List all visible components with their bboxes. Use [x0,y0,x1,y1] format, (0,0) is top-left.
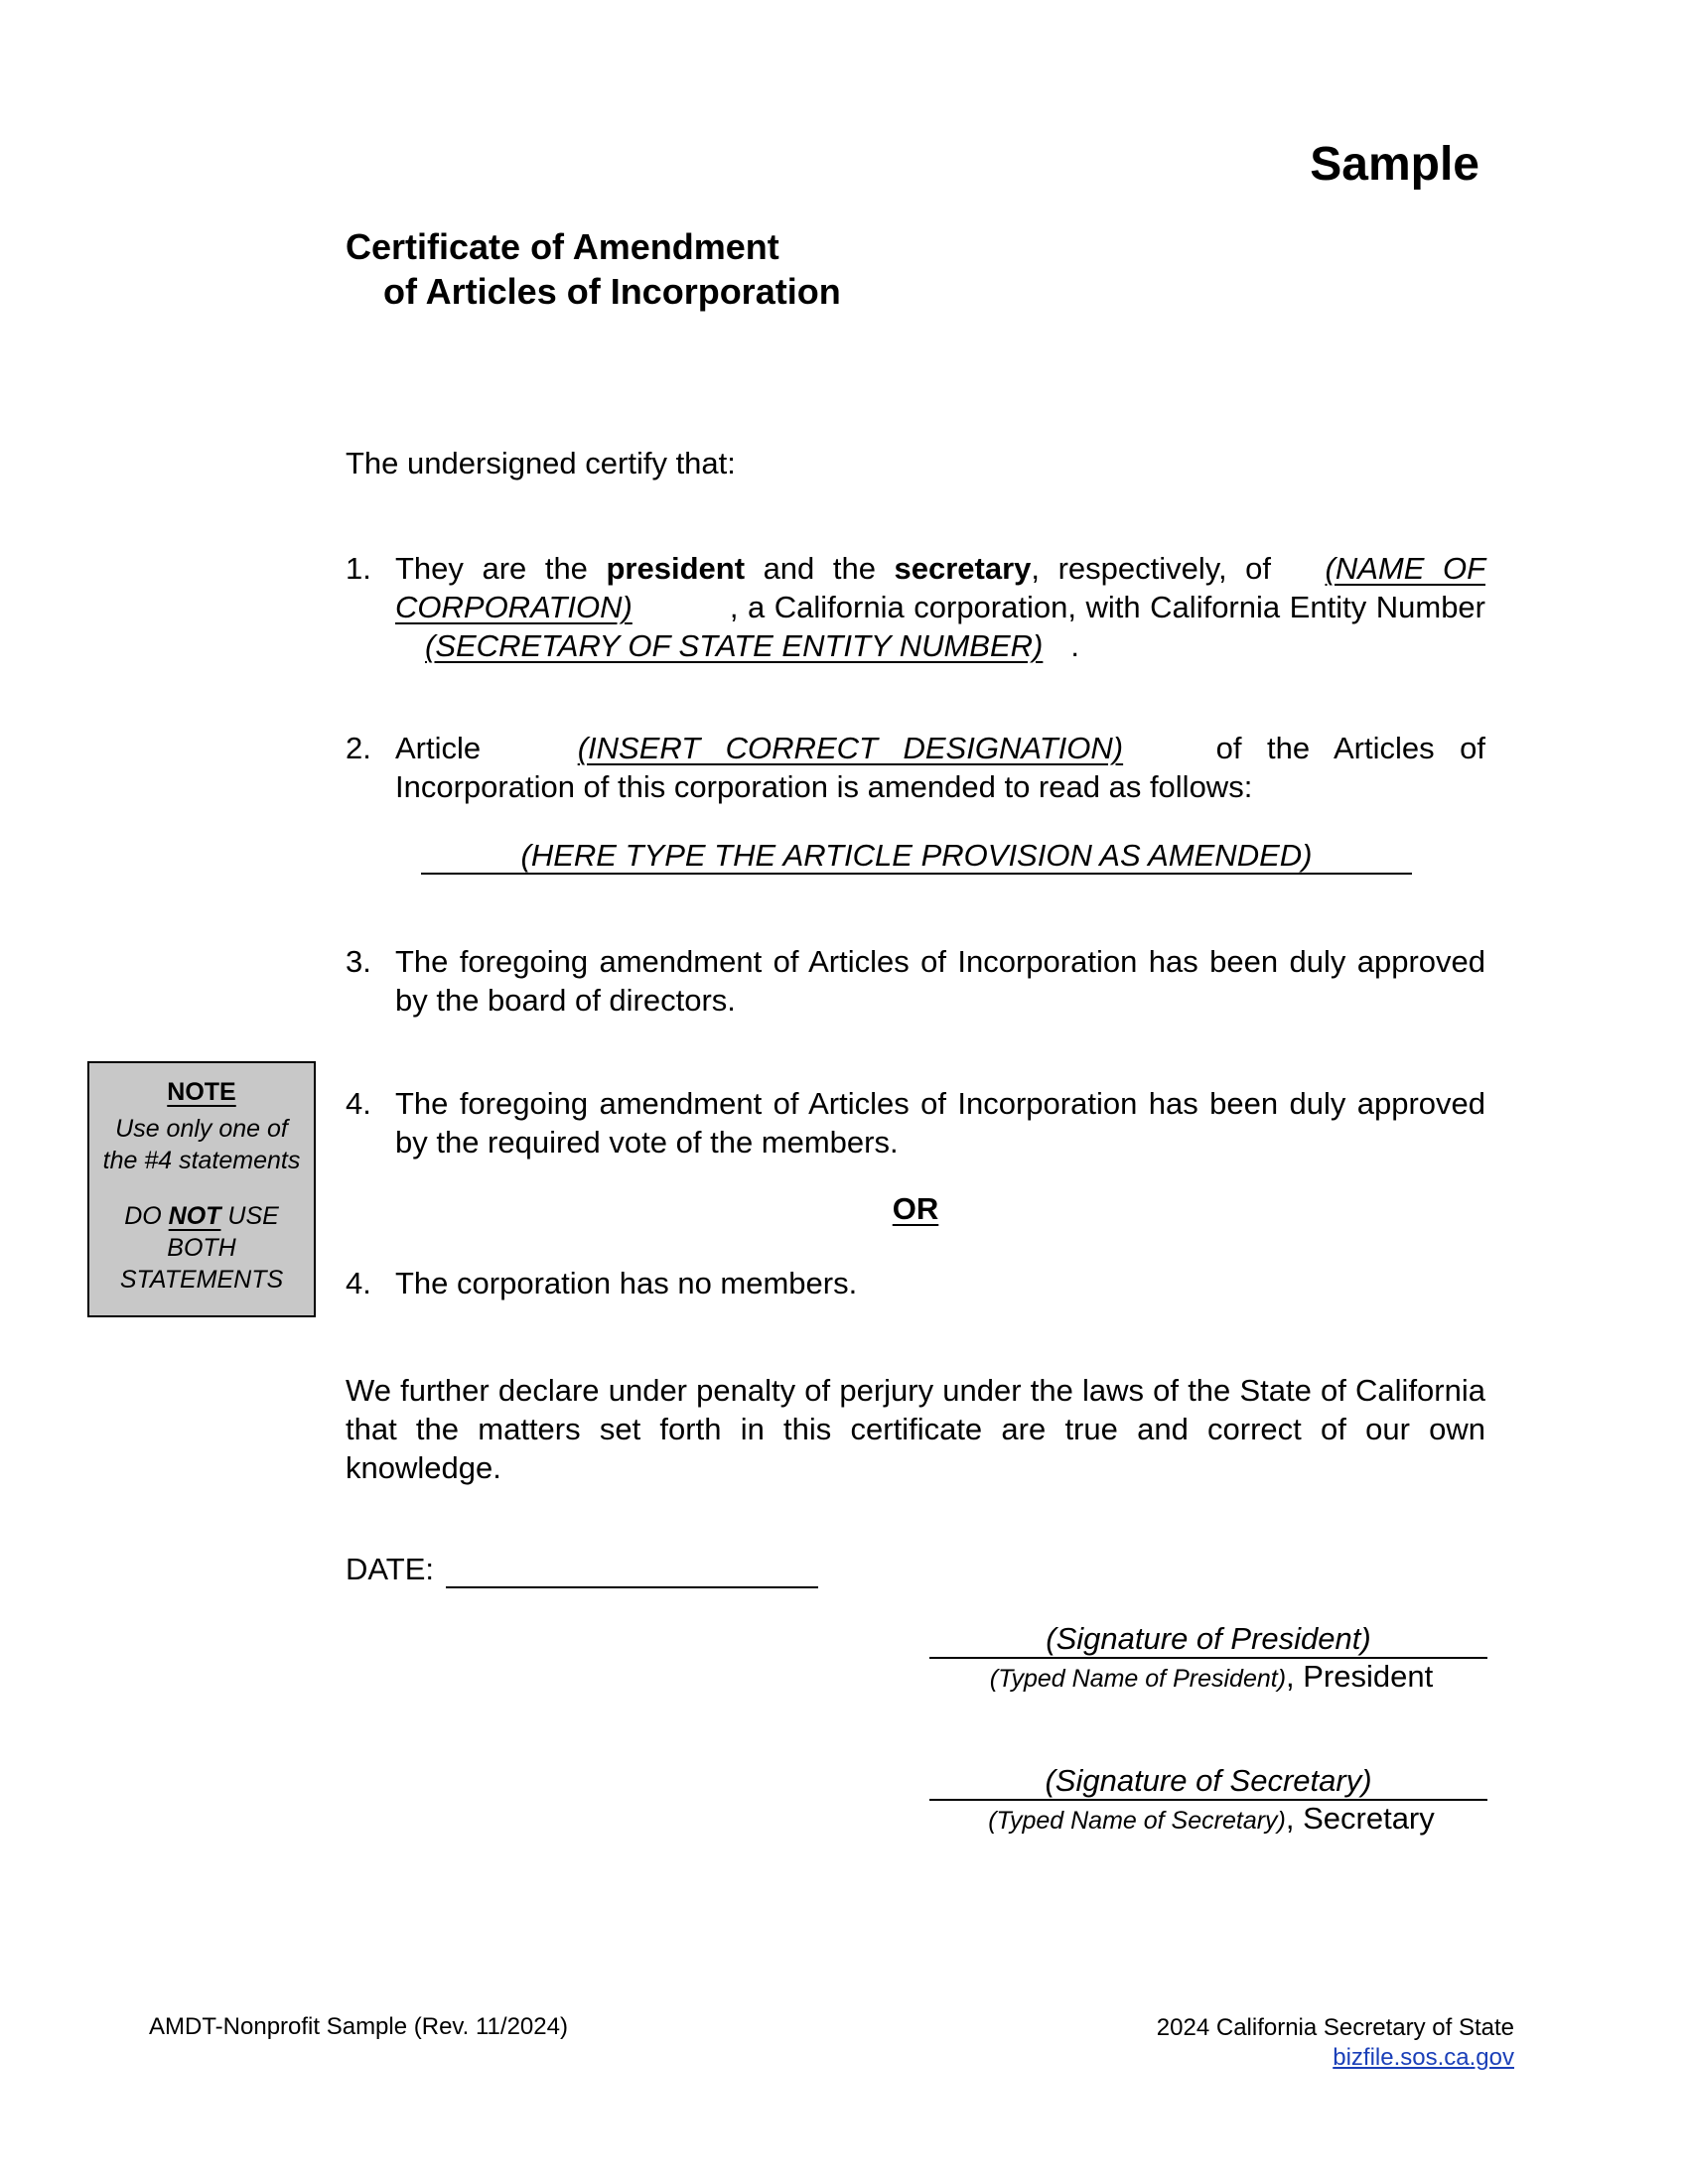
note-line: STATEMENTS [119,1266,284,1294]
note-line: the #4 statements [102,1147,301,1174]
secretary-term: secretary [894,551,1032,586]
statement-text: The corporation has no members. [395,1266,858,1300]
title-line-2: of Articles of Incorporation [383,271,841,312]
note-line: BOTH [167,1234,236,1262]
statement-text: The foregoing amendment of Articles of Incorporation has been duly approved by the board of directors. [395,944,1485,1018]
declaration-text: We further declare under penalty of perjury under the laws of the State of California that the matters set forth in this certificate are true and correct of our own knowledge. [346,1373,1485,1485]
note-not-word: NOT [168,1202,221,1230]
title-line-1: Certificate of Amendment [346,226,779,267]
amended-provision-placeholder: (HERE TYPE THE ARTICLE PROVISION AS AMENDED) [421,839,1412,875]
text-segment: Article [395,731,506,765]
or-separator: OR [892,1191,939,1226]
text-segment: . [1070,628,1079,663]
statement-4-members-vote [346,1084,1485,1161]
note-word: DO [124,1202,169,1230]
statement-4-no-members [346,1264,1485,1302]
note-word: USE [220,1202,279,1230]
footer-copyright: 2024 California Secretary of State [1156,2014,1514,2041]
date-blank-line[interactable] [446,1557,818,1588]
date-row [346,1550,818,1588]
text-segment: , respectively, of [1031,551,1290,586]
president-name-row [894,1659,1529,1695]
statement-number: 1. [346,551,371,586]
footer-form-id: AMDT-Nonprofit Sample (Rev. 11/2024) [149,2013,568,2040]
secretary-signature-line[interactable]: (Signature of Secretary) [929,1763,1487,1801]
statement-2 [346,729,1485,806]
text-segment: , a California corporation, with California Entity Number [729,590,1485,624]
note-box [87,1061,316,1317]
date-label: DATE: [346,1552,434,1586]
page-title [346,224,841,314]
note-title: NOTE [167,1078,236,1106]
statement-3 [346,942,1485,1020]
statement-text: The foregoing amendment of Articles of Incorporation has been duly approved by the required vote of the members. [395,1086,1485,1160]
president-role: , President [1286,1659,1434,1694]
president-typed-name: (Typed Name of President) [989,1665,1287,1693]
corporation-name-placeholder: (NAME OF CORPORATION) [395,551,1486,624]
intro-text: The undersigned certify that: [346,446,736,480]
note-line: Use only one of [115,1115,288,1143]
statement-number: 4. [346,1266,371,1300]
note-instruction [89,1113,314,1176]
statement-number: 2. [346,731,371,765]
statement-number: 3. [346,944,371,979]
designation-placeholder: (INSERT CORRECT DESIGNATION) [577,731,1124,765]
secretary-name-row [894,1801,1529,1837]
president-signature-line[interactable]: (Signature of President) [929,1621,1487,1659]
statement-number: 4. [346,1086,371,1121]
bizfile-link[interactable]: bizfile.sos.ca.gov [1333,2044,1514,2071]
text-segment: of the Articles of Incorporation of this corporation is amended to read as follows: [395,731,1486,804]
footer-right [1157,2013,1514,2073]
text-segment: They are the [395,551,607,586]
secretary-typed-name: (Typed Name of Secretary) [988,1807,1286,1835]
text-segment: and the [745,551,895,586]
secretary-role: , Secretary [1285,1801,1435,1836]
statement-1 [346,549,1485,665]
entity-number-placeholder: (SECRETARY OF STATE ENTITY NUMBER) [425,628,1044,663]
sample-label: Sample [1310,138,1479,191]
president-term: president [606,551,746,586]
